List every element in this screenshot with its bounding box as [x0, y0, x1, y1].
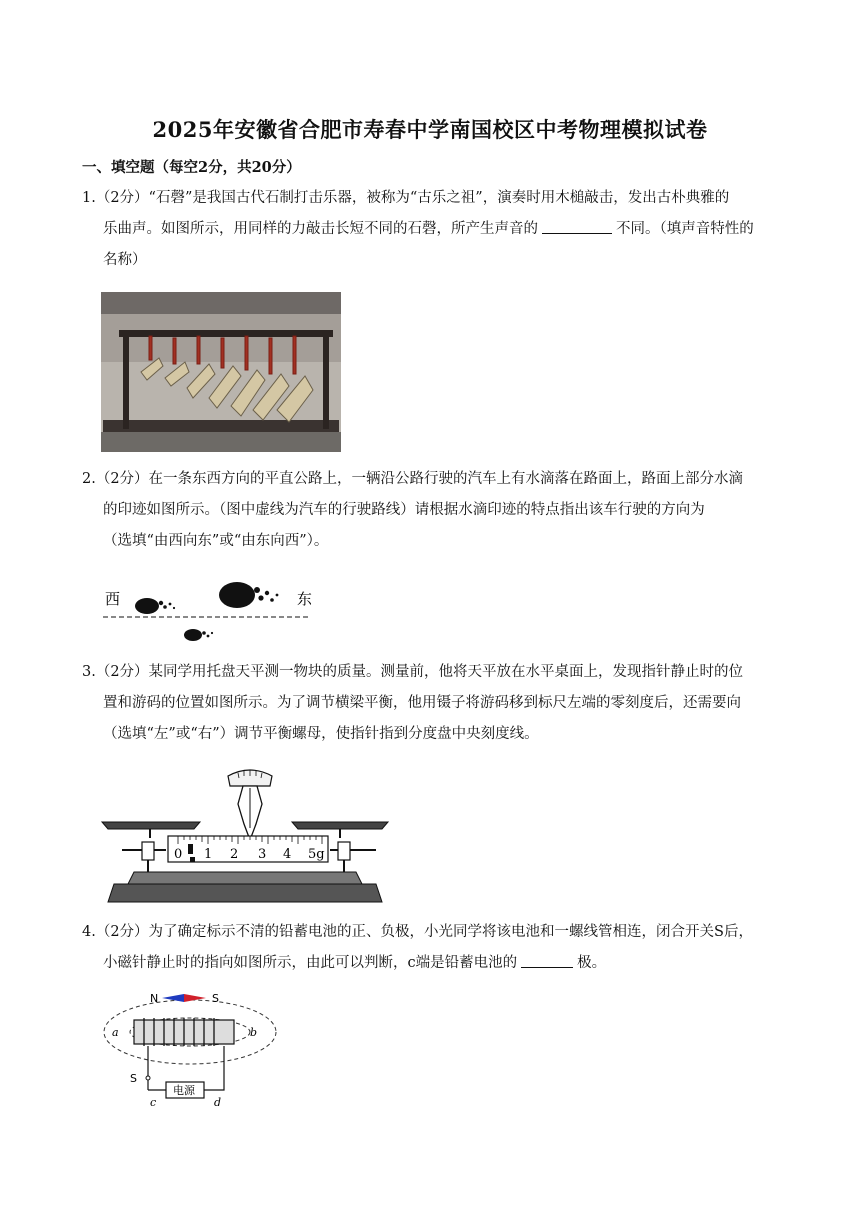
left-pan	[102, 822, 200, 829]
question-4	[82, 917, 782, 979]
question-3	[82, 657, 782, 750]
scale-label: 5g	[308, 847, 325, 862]
power-supply-label: 电源	[173, 1084, 195, 1097]
question-1-line-2	[82, 214, 782, 245]
east-label: 东	[297, 590, 313, 608]
question-2-line-2: 的印迹如图所示。（图中虚线为汽车的行驶路线）请根据水滴印迹的特点指出该车行驶的方向为	[103, 502, 705, 518]
question-2	[82, 464, 782, 557]
stone-chime-photo	[101, 292, 341, 452]
answer-blank	[542, 219, 612, 234]
question-1-line-1: 1.（2分）“石磬”是我国古代石制打击乐器，被称为“古乐之祖”，演奏时用木槌敲击，发出古朴典雅的	[82, 190, 730, 206]
right-pan	[292, 822, 388, 829]
switch-label: S	[130, 1072, 137, 1085]
question-4-line-2	[82, 948, 782, 979]
page-title: 2025年安徽省合肥市寿春中学南国校区中考物理模拟试卷	[152, 117, 708, 142]
balance-base	[108, 884, 382, 902]
water-drop-marks	[135, 582, 278, 641]
water-drop-diagram	[101, 578, 315, 644]
terminal-c-label: c	[150, 1096, 157, 1108]
question-1-text-2a: 乐曲声。如图所示，用同样的力敲击长短不同的石磬，所产生声音的	[103, 221, 538, 237]
balance-base-top	[128, 872, 362, 884]
scale-label: 3	[258, 847, 267, 862]
rider-weight	[188, 844, 193, 854]
question-2-line-3: （选填“由西向东”或“由东向西”）。	[103, 533, 329, 549]
question-2-line-1: 2.（2分）在一条东西方向的平直公路上，一辆沿公路行驶的汽车上有水滴落在路面上，路面上部分水滴	[82, 471, 744, 487]
question-3-line-2: 置和游码的位置如图所示。为了调节横梁平衡，他用镊子将游码移到标尺左端的零刻度后，还需要向	[103, 695, 741, 711]
right-balance-nut	[338, 842, 350, 860]
needle-n-label: N	[150, 992, 159, 1005]
terminal-d-label: d	[214, 1096, 222, 1108]
compass-needle-red	[184, 994, 206, 1002]
needle-s-label: S	[212, 992, 219, 1005]
scale-label: 1	[204, 847, 213, 862]
west-label: 西	[105, 590, 121, 608]
question-3-line-1: 3.（2分）某同学用托盘天平测一物块的质量。测量前，他将天平放在水平桌面上，发现指针静止时的位	[82, 664, 744, 680]
answer-blank	[521, 953, 573, 968]
left-balance-nut	[142, 842, 154, 860]
section-heading: 一、填空题（每空2分，共20分）	[82, 159, 301, 176]
question-1	[82, 183, 782, 276]
question-3-line-3: （选填“左”或“右”）调节平衡螺母，使指针指到分度盘中央刻度线。	[103, 726, 539, 742]
question-1-line-3: 名称）	[103, 252, 147, 268]
end-a-label: a	[112, 1026, 119, 1039]
question-4-text-2b: 极。	[577, 955, 607, 971]
end-b-label: b	[250, 1026, 258, 1039]
solenoid-diagram	[100, 990, 290, 1108]
question-4-line-1: 4.（2分）为了确定标示不清的铅蓄电池的正、负极，小光同学将该电池和一螺线管相连，闭合开关S后，	[82, 924, 753, 940]
scale-label: 2	[230, 847, 239, 862]
question-1-text-2b: 不同。（填声音特性的	[616, 221, 754, 237]
scale-label: 0	[174, 847, 183, 862]
question-4-text-2a: 小磁针静止时的指向如图所示，由此可以判断，c端是铅蓄电池的	[103, 955, 518, 971]
scale-label: 4	[283, 847, 292, 862]
balance-diagram	[100, 764, 390, 904]
